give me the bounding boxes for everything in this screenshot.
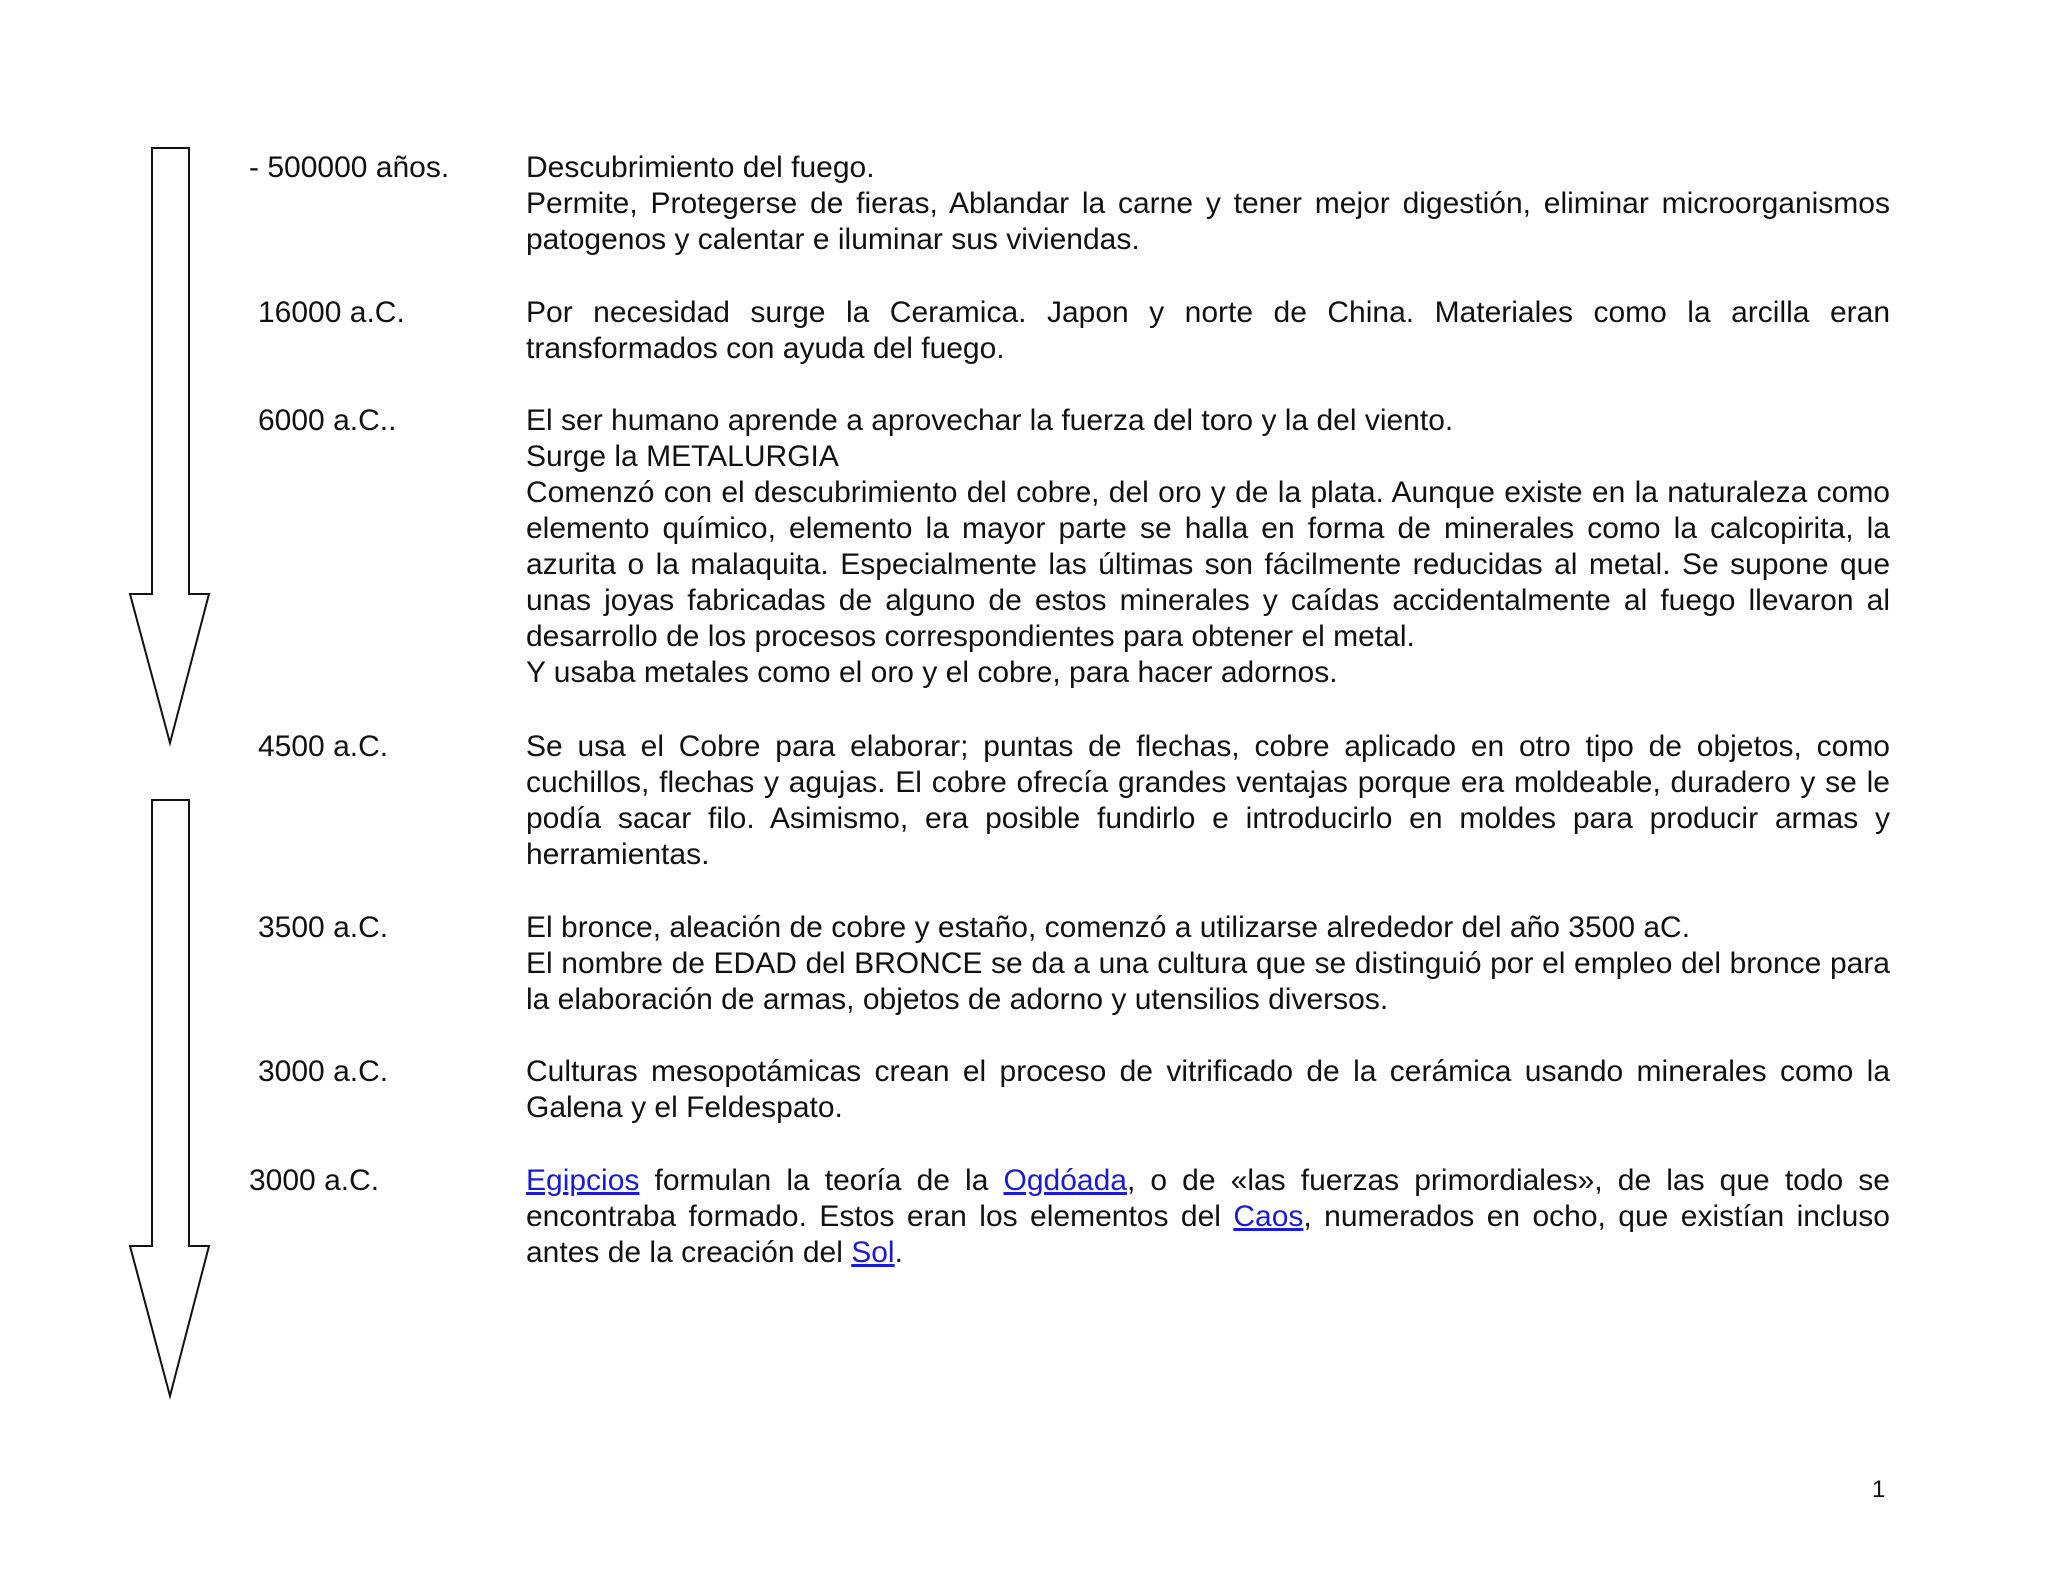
entry-paragraph xyxy=(526,1163,1890,1271)
entry-paragraph: Comenzó con el descubrimiento del cobre, del oro y de la plata. Aunque existe en la naturaleza como elemento químico, elemento la mayor parte se halla en forma de minerales como la calcopirita, la azurita o la malaquita. Especialmente las últimas son fácilmente reducidas al metal. Se supone que unas joyas fabricadas de alguno de estos minerales y caídas accidentalmente al fuego llevaron al desarrollo de los procesos correspondientes para obtener el metal. xyxy=(526,476,1890,653)
entry-date: 3000 a.C. xyxy=(258,1055,389,1088)
entry-paragraph: Por necesidad surge la Ceramica. Japon y norte de China. Materiales como la arcilla eran transformados con ayuda del fuego. xyxy=(526,296,1890,365)
entry-date: 6000 a.C.. xyxy=(258,404,397,437)
entry-description xyxy=(526,403,1890,691)
entry-paragraph: El bronce, aleación de cobre y estaño, comenzó a utilizarse alrededor del año 3500 aC. xyxy=(526,911,1691,944)
paragraph-text: , numerados en ocho, que existían incluso antes de la creación del xyxy=(526,1200,1890,1269)
page-number: 1 xyxy=(1872,1476,1886,1503)
entry-paragraph: El nombre de EDAD del BRONCE se da a una cultura que se distinguió por el empleo del bronce para la elaboración de armas, objetos de adorno y utensilios diversos. xyxy=(526,947,1890,1016)
entry-date: 3000 a.C. xyxy=(249,1164,380,1197)
paragraph-text: , o de «las fuerzas primordiales», de las que todo se encontraba formado. Estos eran los elementos del xyxy=(526,1164,1890,1233)
paragraph-text: formulan la teoría de la xyxy=(639,1164,1004,1197)
timeline-down-arrow-2 xyxy=(130,800,209,1396)
entry-date: 4500 a.C. xyxy=(258,730,389,763)
entry-date: 16000 a.C. xyxy=(258,296,405,329)
paragraph-text: . xyxy=(894,1236,903,1269)
entry-paragraph: El ser humano aprende a aprovechar la fuerza del toro y la del viento. xyxy=(526,404,1454,437)
entry-paragraph: Culturas mesopotámicas crean el proceso de vitrificado de la cerámica usando minerales como la Galena y el Feldespato. xyxy=(526,1055,1890,1124)
link-egipcios[interactable]: Egipcios xyxy=(526,1164,640,1197)
entry-description xyxy=(526,295,1890,367)
entry-paragraph: Surge la METALURGIA xyxy=(526,440,839,473)
entry-description xyxy=(526,150,1890,258)
timeline-down-arrow-1 xyxy=(130,148,209,743)
link-caos[interactable]: Caos xyxy=(1233,1200,1304,1233)
entry-description xyxy=(526,729,1890,873)
link-ogdoada[interactable]: Ogdóada xyxy=(1003,1164,1127,1197)
entry-paragraph: Descubrimiento del fuego. xyxy=(526,151,875,184)
entry-description xyxy=(526,1054,1890,1126)
entry-description xyxy=(526,910,1890,1018)
entry-paragraph: Se usa el Cobre para elaborar; puntas de flechas, cobre aplicado en otro tipo de objetos, como cuchillos, flechas y agujas. El cobre ofrecía grandes ventajas porque era moldeable, duradero y se le podía sacar filo. Asimismo, era posible fundirlo e introducirlo en moldes para producir armas y herramientas. xyxy=(526,730,1890,871)
entry-date: 3500 a.C. xyxy=(258,911,389,944)
entry-date: - 500000 años. xyxy=(249,151,450,184)
entry-paragraph: Permite, Protegerse de fieras, Ablandar la carne y tener mejor digestión, eliminar microorganismos patogenos y calentar e iluminar sus viviendas. xyxy=(526,187,1890,256)
entry-description xyxy=(526,1163,1890,1271)
link-sol[interactable]: Sol xyxy=(851,1236,895,1269)
timeline-arrows xyxy=(0,0,260,1420)
entry-paragraph: Y usaba metales como el oro y el cobre, para hacer adornos. xyxy=(526,656,1338,689)
